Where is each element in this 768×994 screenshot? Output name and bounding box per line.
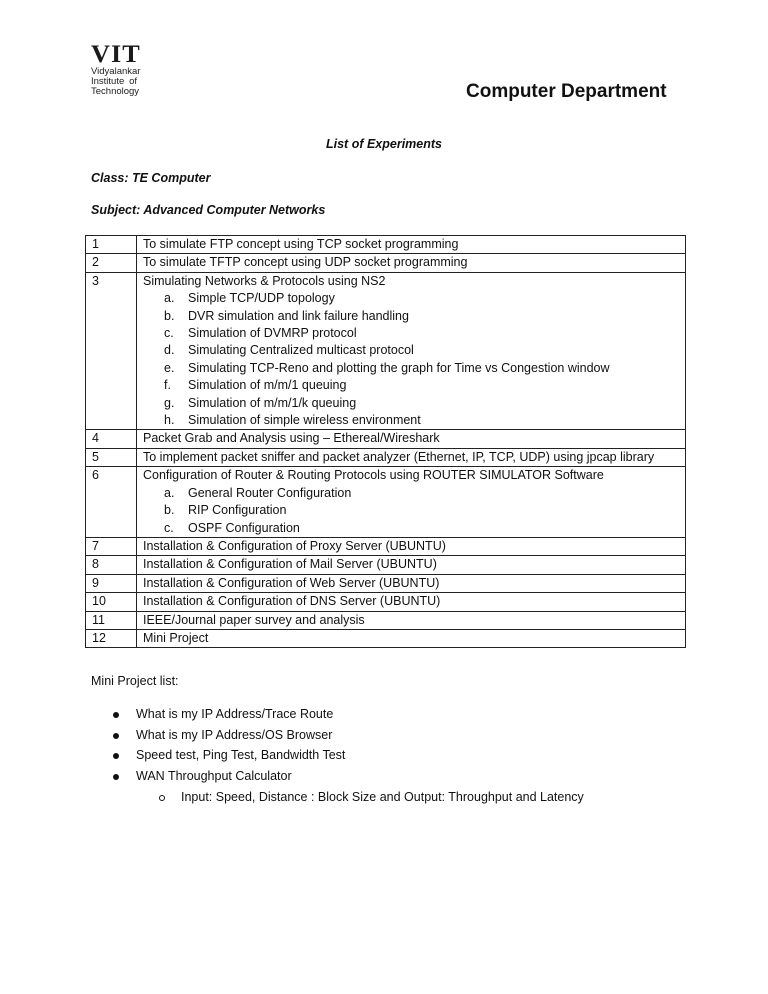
list-item bbox=[0, 728, 584, 749]
experiments-table bbox=[85, 235, 686, 648]
logo-line-2-word-2: of bbox=[129, 76, 137, 87]
department-heading: Computer Department bbox=[466, 81, 667, 102]
experiment-subitem bbox=[143, 520, 679, 537]
experiment-subitem bbox=[143, 412, 679, 429]
table-row bbox=[86, 236, 686, 254]
experiment-subitem bbox=[143, 485, 679, 502]
experiment-cell bbox=[137, 574, 686, 592]
experiment-number: 12 bbox=[86, 629, 137, 647]
table-row bbox=[86, 574, 686, 592]
list-item-text: WAN Throughput Calculator bbox=[136, 769, 292, 784]
experiment-number: 11 bbox=[86, 611, 137, 629]
logo-text bbox=[91, 67, 151, 97]
experiment-number: 7 bbox=[86, 537, 137, 555]
experiment-title: Simulating Networks & Protocols using NS2 bbox=[143, 273, 386, 288]
table-row bbox=[86, 448, 686, 466]
subitem-text: Simulation of m/m/1 queuing bbox=[188, 378, 347, 393]
table-row bbox=[86, 537, 686, 555]
experiment-number: 10 bbox=[86, 593, 137, 611]
experiment-subitem bbox=[143, 290, 679, 307]
experiment-title: IEEE/Journal paper survey and analysis bbox=[143, 612, 365, 627]
mini-project-list bbox=[0, 707, 584, 810]
list-item bbox=[0, 707, 584, 728]
subitem-text: Simulation of simple wireless environment bbox=[188, 413, 421, 428]
class-line: Class: TE Computer bbox=[91, 171, 211, 185]
subitem-text: Simulating Centralized multicast protocol bbox=[188, 343, 414, 358]
experiment-title: Installation & Configuration of DNS Server (UBUNTU) bbox=[143, 594, 441, 609]
subitem-letter: a. bbox=[164, 291, 175, 306]
mini-project-title: Mini Project list: bbox=[91, 674, 179, 688]
list-item bbox=[0, 748, 584, 769]
subitem-text: Simulation of m/m/1/k queuing bbox=[188, 395, 357, 410]
bullet-icon bbox=[113, 753, 119, 759]
experiment-number: 1 bbox=[86, 236, 137, 254]
subitem-letter: b. bbox=[164, 308, 175, 323]
experiment-subitem bbox=[143, 325, 679, 342]
bullet-icon bbox=[113, 774, 119, 780]
experiment-cell bbox=[137, 629, 686, 647]
subitem-text: Simulation of DVMRP protocol bbox=[188, 326, 357, 341]
experiment-cell bbox=[137, 254, 686, 272]
institute-logo bbox=[91, 41, 151, 97]
experiment-title: Packet Grab and Analysis using – Ethereal/Wireshark bbox=[143, 431, 440, 446]
experiment-cell bbox=[137, 537, 686, 555]
subitem-letter: e. bbox=[164, 360, 175, 375]
subitem-letter: h. bbox=[164, 413, 175, 428]
logo-mark: VIT bbox=[91, 41, 141, 68]
bullet-icon bbox=[113, 733, 119, 739]
experiment-title: Configuration of Router & Routing Protocols using ROUTER SIMULATOR Software bbox=[143, 468, 604, 483]
list-subitem-text: Input: Speed, Distance : Block Size and Output: Throughput and Latency bbox=[181, 789, 584, 804]
experiment-cell bbox=[137, 272, 686, 430]
subitem-text: Simulating TCP-Reno and plotting the graph for Time vs Congestion window bbox=[188, 360, 610, 375]
experiment-title: Installation & Configuration of Web Server (UBUNTU) bbox=[143, 575, 440, 590]
experiment-number: 8 bbox=[86, 556, 137, 574]
list-item-text: Speed test, Ping Test, Bandwidth Test bbox=[136, 748, 346, 763]
experiment-subitem bbox=[143, 395, 679, 412]
subitem-letter: c. bbox=[164, 520, 174, 535]
experiment-title: To simulate TFTP concept using UDP socket programming bbox=[143, 255, 468, 270]
table-row bbox=[86, 629, 686, 647]
experiment-cell bbox=[137, 448, 686, 466]
experiment-cell bbox=[137, 236, 686, 254]
experiment-number: 4 bbox=[86, 430, 137, 448]
list-item-text: What is my IP Address/Trace Route bbox=[136, 707, 334, 721]
table-row bbox=[86, 593, 686, 611]
experiment-cell bbox=[137, 556, 686, 574]
experiment-number: 5 bbox=[86, 448, 137, 466]
table-row bbox=[86, 272, 686, 430]
circle-bullet-icon bbox=[159, 795, 165, 801]
list-subitem bbox=[0, 790, 584, 811]
experiment-cell bbox=[137, 611, 686, 629]
subitem-text: Simple TCP/UDP topology bbox=[188, 291, 335, 306]
logo-line-2-word-1: Institute bbox=[91, 76, 125, 87]
list-item-text: What is my IP Address/OS Browser bbox=[136, 727, 333, 742]
table-row bbox=[86, 556, 686, 574]
experiment-subitem bbox=[143, 308, 679, 325]
logo-line-3: Technology bbox=[91, 86, 140, 97]
experiment-number: 9 bbox=[86, 574, 137, 592]
subitem-letter: g. bbox=[164, 395, 175, 410]
subitem-text: General Router Configuration bbox=[188, 485, 352, 500]
experiment-number: 6 bbox=[86, 467, 137, 538]
experiment-cell bbox=[137, 430, 686, 448]
bullet-icon bbox=[113, 712, 119, 718]
experiment-cell bbox=[137, 593, 686, 611]
page-title: List of Experiments bbox=[326, 137, 442, 151]
subitem-letter: b. bbox=[164, 503, 175, 518]
experiment-title: Mini Project bbox=[143, 630, 209, 645]
experiment-title: To simulate FTP concept using TCP socket programming bbox=[143, 237, 459, 251]
list-item bbox=[0, 769, 584, 790]
experiment-subitem bbox=[143, 377, 679, 394]
subitem-letter: f. bbox=[164, 378, 171, 393]
subitem-letter: d. bbox=[164, 343, 175, 358]
experiment-number: 3 bbox=[86, 272, 137, 430]
experiment-subitem bbox=[143, 360, 679, 377]
subject-line: Subject: Advanced Computer Networks bbox=[91, 203, 326, 217]
experiment-cell bbox=[137, 467, 686, 538]
experiment-title: To implement packet sniffer and packet analyzer (Ethernet, IP, TCP, UDP) using jpcap library bbox=[143, 449, 655, 464]
experiment-number: 2 bbox=[86, 254, 137, 272]
subitem-text: DVR simulation and link failure handling bbox=[188, 308, 409, 323]
experiment-title: Installation & Configuration of Mail Server (UBUNTU) bbox=[143, 557, 437, 572]
subitem-letter: a. bbox=[164, 485, 175, 500]
experiment-subitem bbox=[143, 342, 679, 359]
subitem-text: OSPF Configuration bbox=[188, 520, 300, 535]
logo-line-1: Vidyalankar bbox=[91, 66, 141, 77]
experiment-subitem bbox=[143, 502, 679, 519]
subitem-letter: c. bbox=[164, 326, 174, 341]
table-row bbox=[86, 467, 686, 538]
table-row bbox=[86, 611, 686, 629]
table-row bbox=[86, 254, 686, 272]
table-row bbox=[86, 430, 686, 448]
experiment-title: Installation & Configuration of Proxy Server (UBUNTU) bbox=[143, 538, 446, 553]
subitem-text: RIP Configuration bbox=[188, 503, 287, 518]
